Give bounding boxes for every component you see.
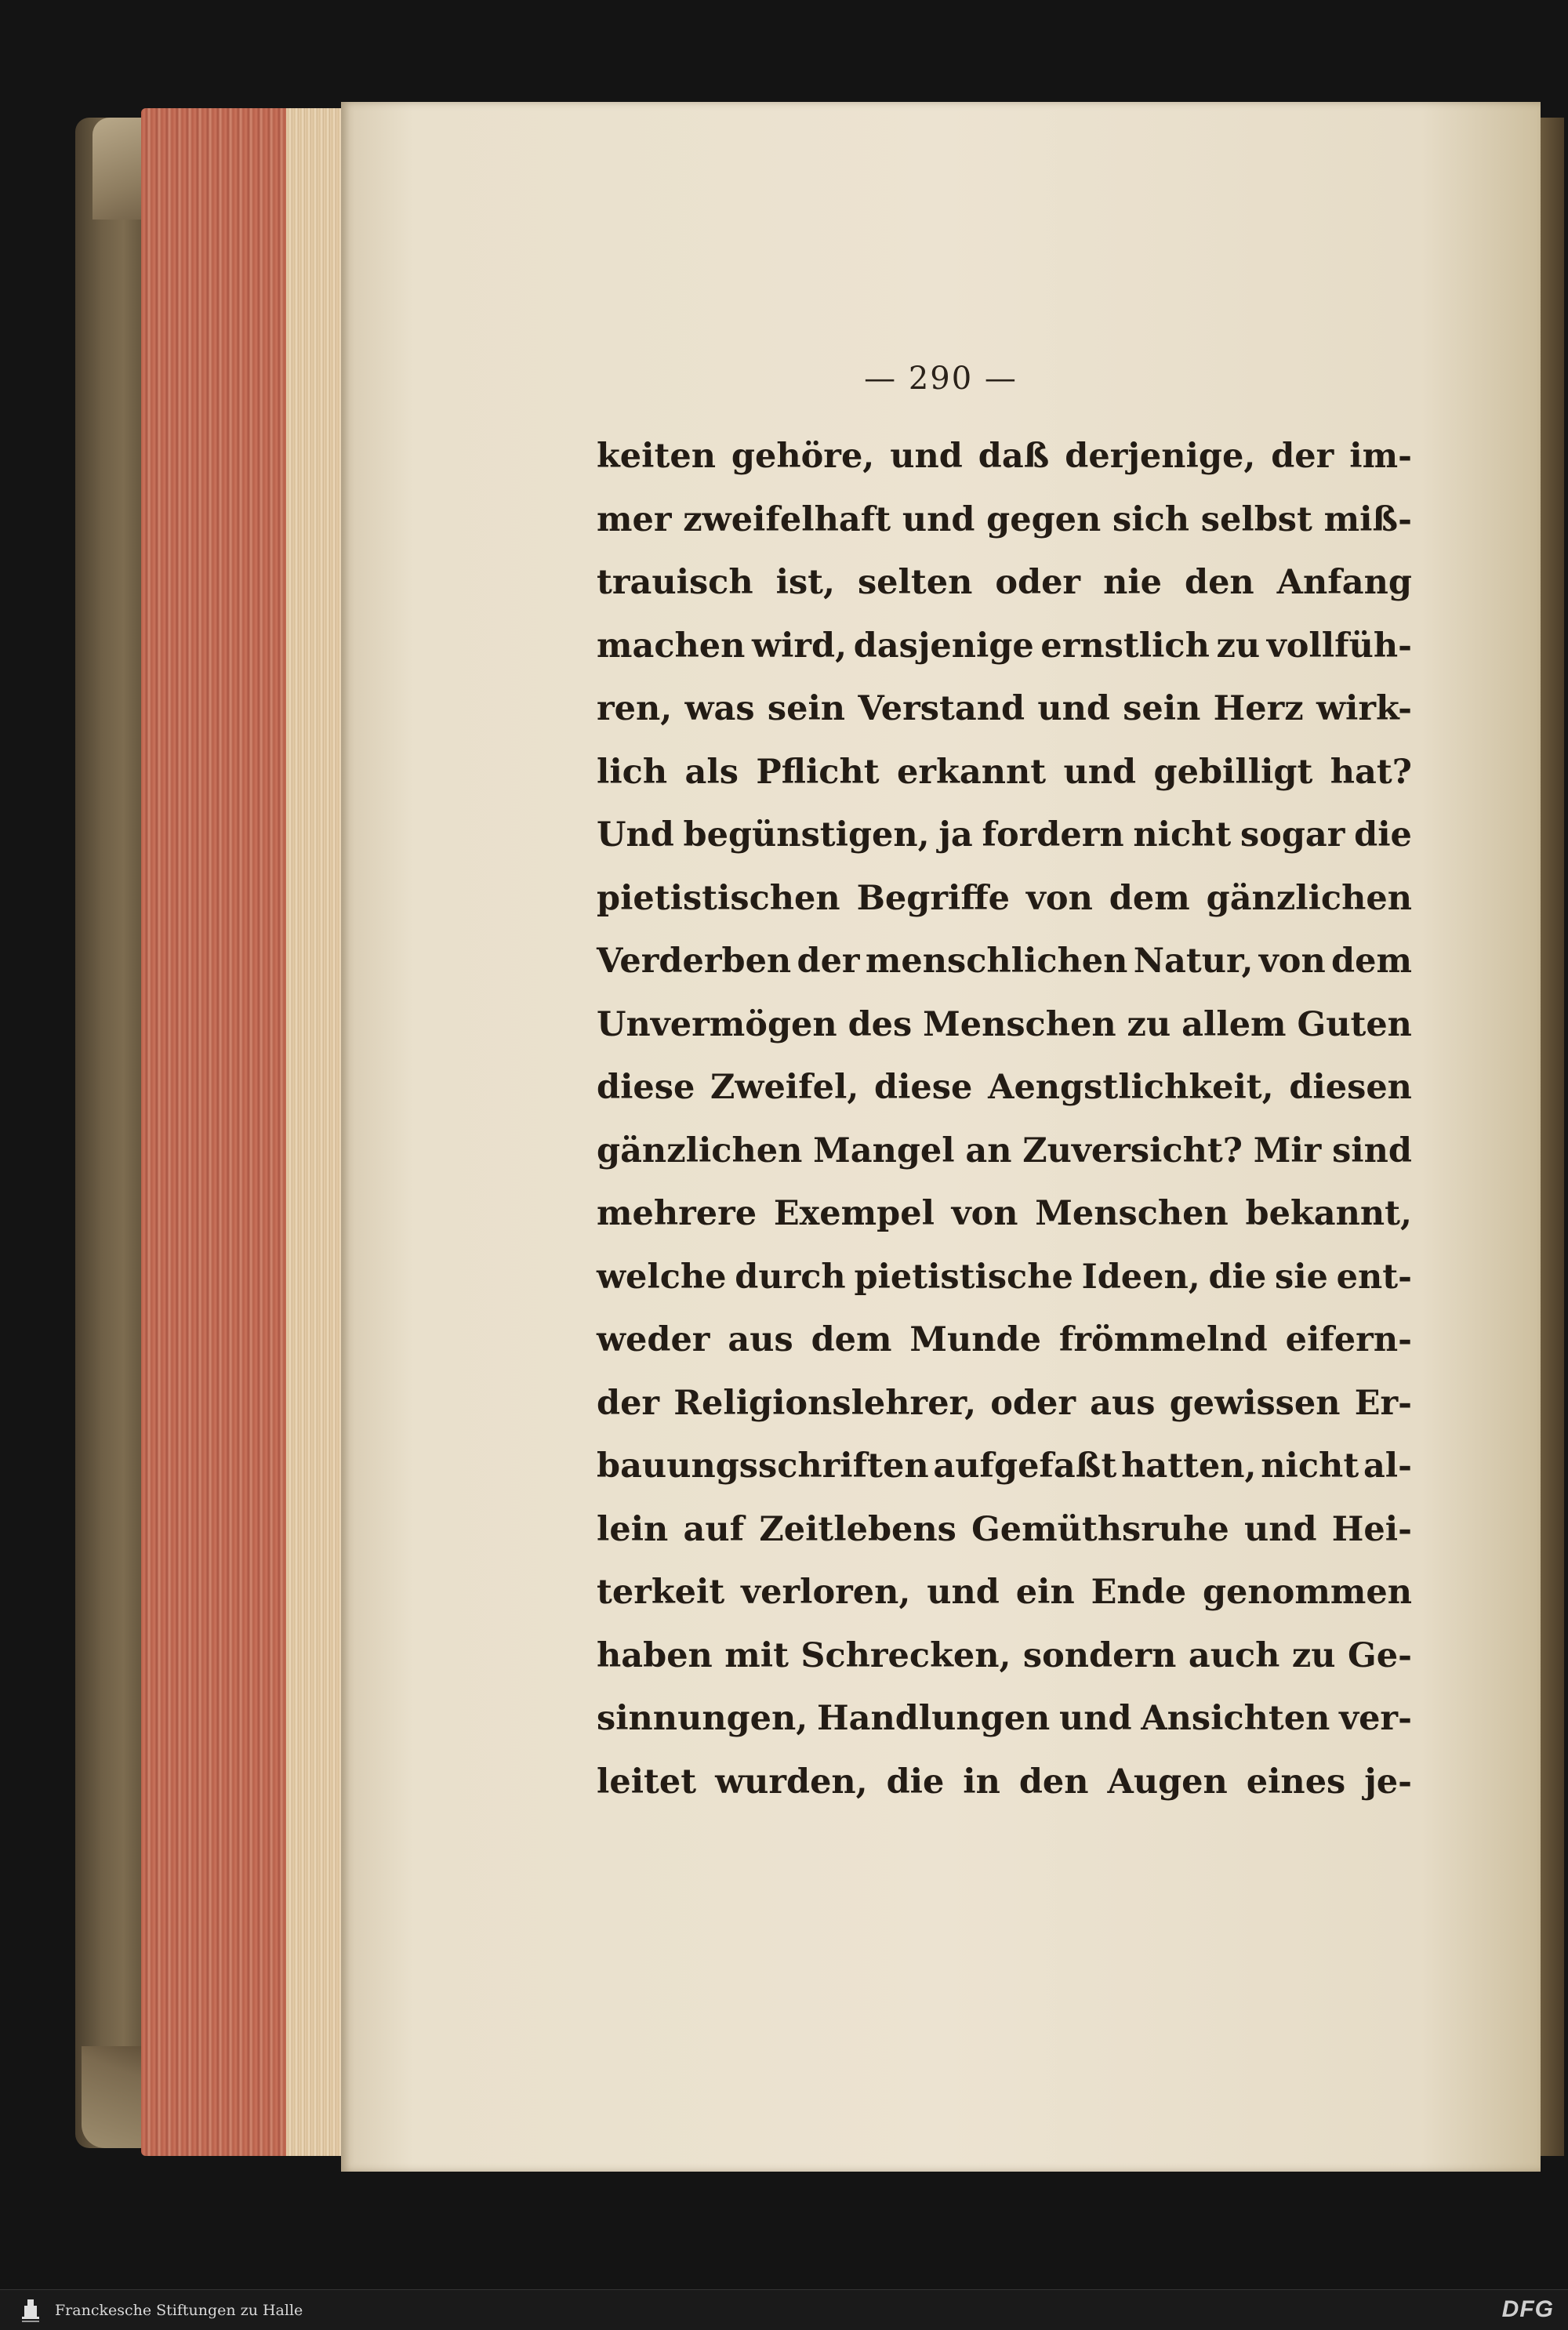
text-line: der Religionslehrer, oder aus gewissen Er- (597, 1383, 1412, 1423)
page-number: — 290 — (864, 361, 1018, 397)
text-line: keiten gehöre, und daß derjenige, der im- (597, 437, 1412, 476)
text-line: Verderben der menschlichen Natur, von dem (597, 942, 1412, 981)
text-line: Unvermögen des Menschen zu allem Guten (597, 1004, 1412, 1044)
text-line: trauisch ist, selten oder nie den Anfang (597, 563, 1412, 602)
text-line: terkeit verloren, und ein Ende genommen (597, 1573, 1412, 1612)
text-line: diese Zweifel, diese Aengstlichkeit, diesen (597, 1068, 1412, 1107)
viewer-footer (0, 2289, 1568, 2330)
text-line: lich als Pflicht erkannt und gebilligt hat? (597, 752, 1412, 792)
red-page-edges (141, 108, 341, 2156)
book-page (341, 102, 1541, 2172)
text-line: lein auf Zeitlebens Gemüthsruhe und Hei- (597, 1509, 1412, 1549)
text-line: pietistischen Begriffe von dem gänzlichen (597, 878, 1412, 918)
franckesche-stiftungen-emblem-icon (19, 2296, 42, 2325)
dfg-logo: DFG (1501, 2296, 1554, 2322)
body-text (597, 425, 1412, 1813)
gutter-shadow (1541, 118, 1564, 2156)
text-line: haben mit Schrecken, sondern auch zu Ge- (597, 1635, 1412, 1675)
text-line: weder aus dem Munde frömmelnd eifern- (597, 1320, 1412, 1359)
text-line: welche durch pietistische Ideen, die sie ent- (597, 1257, 1412, 1297)
text-line: leitet wurden, die in den Augen eines je- (597, 1762, 1412, 1802)
institution-name: Franckesche Stiftungen zu Halle (55, 2301, 303, 2319)
text-line: bauungsschriften aufgefaßt hatten, nicht al- (597, 1446, 1412, 1486)
text-line: machen wird, dasjenige ernstlich zu vollfüh- (597, 626, 1412, 666)
text-line: gänzlichen Mangel an Zuversicht? Mir sind (597, 1131, 1412, 1170)
text-line: ren, was sein Verstand und sein Herz wirk- (597, 689, 1412, 728)
text-line: Und begünstigen, ja fordern nicht sogar die (597, 815, 1412, 855)
text-line: mehrere Exempel von Menschen bekannt, (597, 1194, 1412, 1233)
text-line: sinnungen, Handlungen und Ansichten ver- (597, 1699, 1412, 1738)
text-line: mer zweifelhaft und gegen sich selbst miß- (597, 499, 1412, 539)
